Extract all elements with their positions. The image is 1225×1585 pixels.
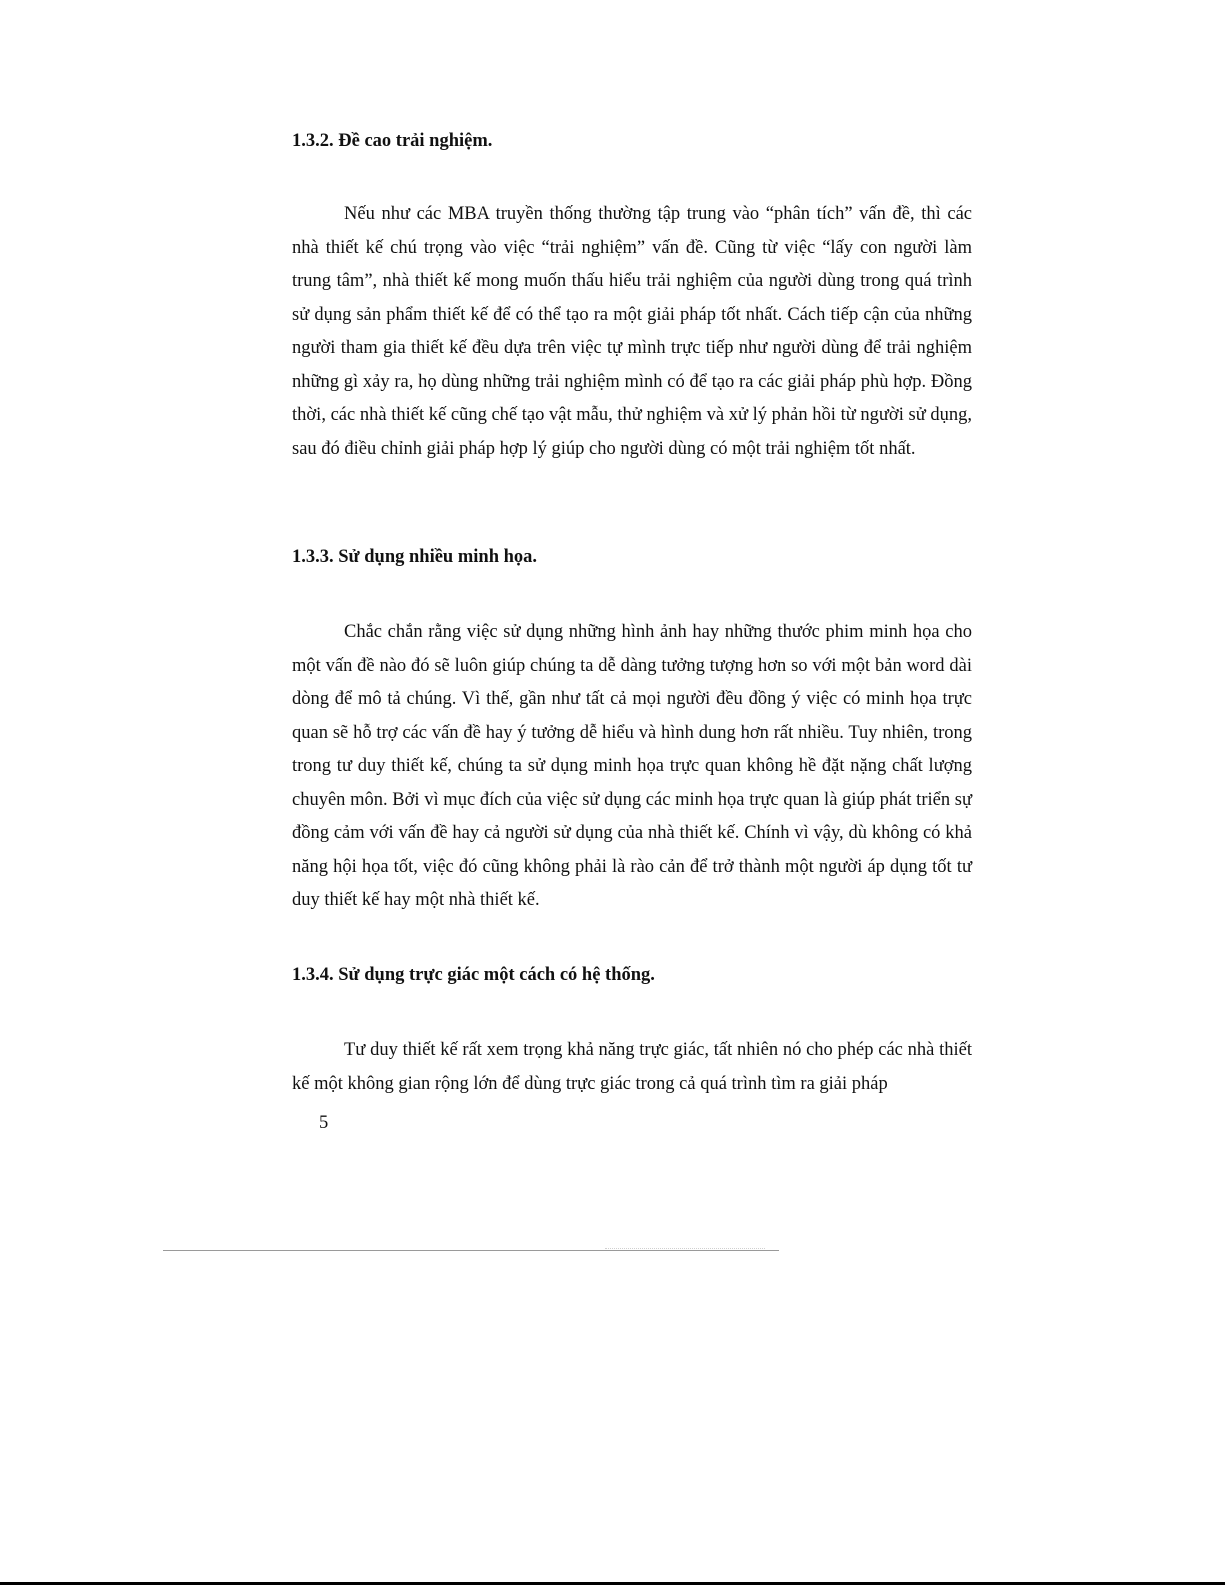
footer-divider	[163, 1250, 779, 1251]
page-number: 5	[319, 1113, 329, 1133]
section-heading-1-3-4: 1.3.4. Sử dụng trực giác một cách có hệ thống.	[292, 965, 655, 985]
section-heading-1-3-2: 1.3.2. Đề cao trải nghiệm.	[292, 131, 493, 151]
section-paragraph-1-3-4: Tư duy thiết kế rất xem trọng khả năng trực giác, tất nhiên nó cho phép các nhà thiết kế một không gian rộng lớn để dùng trực giác trong cả quá trình tìm ra giải pháp	[292, 1040, 972, 1094]
footer-divider-faint	[605, 1248, 765, 1249]
section-paragraph-1-3-2: Nếu như các MBA truyền thống thường tập trung vào “phân tích” vấn đề, thì các nhà thiết kế chú trọng vào việc “trải nghiệm” vấn đề. Cũng từ việc “lấy con người làm trung tâm”, nhà thiết kế mong muốn thấu hiểu trải nghiệm của người dùng trong quá trình sử dụng sản phẩm thiết kế để có thể tạo ra một giải pháp tốt nhất. Cách tiếp cận của những người tham gia thiết kế đều dựa trên việc tự mình trực tiếp như người dùng để trải nghiệm những gì xảy ra, họ dùng những trải nghiệm mình có để tạo ra các giải pháp phù hợp. Đồng thời, các nhà thiết kế cũng chế tạo vật mẫu, thử nghiệm và xử lý phản hồi từ người sử dụng, sau đó điều chỉnh giải pháp hợp lý giúp cho người dùng có một trải nghiệm tốt nhất.	[292, 204, 972, 459]
section-paragraph-1-3-3: Chắc chắn rằng việc sử dụng những hình ảnh hay những thước phim minh họa cho một vấn đề nào đó sẽ luôn giúp chúng ta dễ dàng tưởng tượng hơn so với một bản word dài dòng để mô tả chúng. Vì thế, gần như tất cả mọi người đều đồng ý việc có minh họa trực quan sẽ hỗ trợ các vấn đề hay ý tưởng dễ hiểu và hình dung hơn rất nhiều. Tuy nhiên, trong trong tư duy thiết kế, chúng ta sử dụng minh họa trực quan không hề đặt nặng chất lượng chuyên môn. Bởi vì mục đích của việc sử dụng các minh họa trực quan là giúp phát triển sự đồng cảm với vấn đề hay cả người sử dụng của nhà thiết kế. Chính vì vậy, dù không có khả năng hội họa tốt, việc đó cũng không phải là rào cản để trở thành một người áp dụng tốt tư duy thiết kế hay một nhà thiết kế.	[292, 622, 972, 910]
section-heading-1-3-3: 1.3.3. Sử dụng nhiều minh họa.	[292, 547, 538, 567]
